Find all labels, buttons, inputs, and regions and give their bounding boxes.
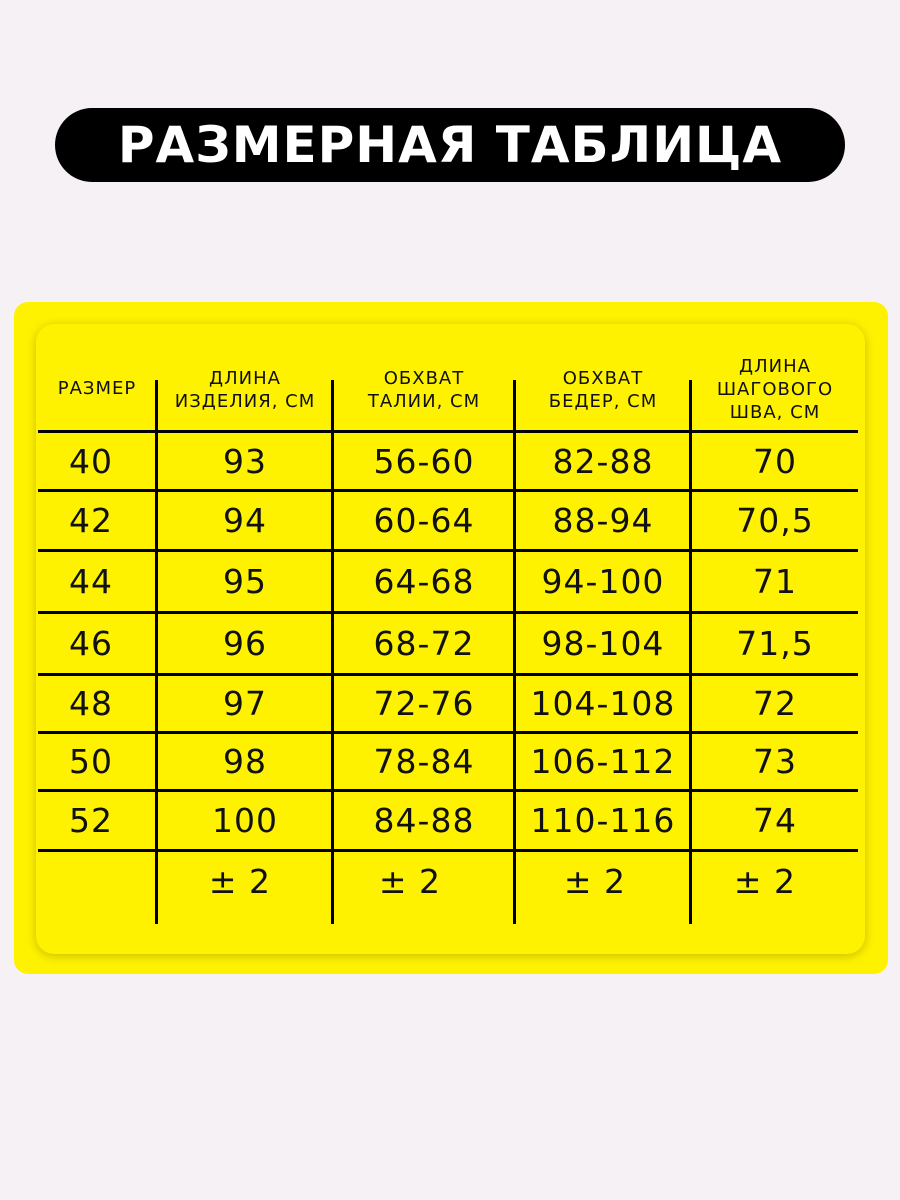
table-cell-size: 46 (69, 623, 113, 663)
header-product-length: ДЛИНА ИЗДЕЛИЯ, СМ (174, 368, 316, 412)
row-divider (38, 673, 858, 676)
tolerance-cell-hips: ± 2 (563, 861, 627, 901)
title-banner (55, 108, 845, 182)
row-divider (38, 430, 858, 433)
table-cell-hips: 82-88 (552, 441, 654, 481)
table-cell-size: 40 (69, 441, 113, 481)
table-cell-hips: 94-100 (541, 561, 665, 601)
table-cell-inseam: 71,5 (736, 623, 814, 663)
table-cell-hips: 88-94 (552, 500, 654, 540)
tolerance-cell-inseam: ± 2 (733, 861, 797, 901)
table-cell-waist: 56-60 (373, 441, 475, 481)
row-divider (38, 611, 858, 614)
table-cell-inseam: 73 (753, 741, 797, 781)
table-cell-length: 98 (223, 741, 267, 781)
header-size: РАЗМЕР (57, 377, 137, 399)
table-cell-waist: 78-84 (373, 741, 475, 781)
table-cell-hips: 110-116 (530, 800, 676, 840)
column-divider (689, 380, 692, 924)
table-cell-inseam: 71 (753, 561, 797, 601)
column-divider (513, 380, 516, 924)
column-divider (155, 380, 158, 924)
tolerance-cell-length: ± 2 (208, 861, 272, 901)
table-cell-waist: 64-68 (373, 561, 475, 601)
row-divider (38, 549, 858, 552)
table-cell-length: 94 (223, 500, 267, 540)
table-cell-inseam: 70 (753, 441, 797, 481)
table-cell-size: 48 (69, 683, 113, 723)
table-cell-inseam: 74 (753, 800, 797, 840)
table-cell-inseam: 72 (753, 683, 797, 723)
table-cell-waist: 68-72 (373, 623, 475, 663)
row-divider (38, 489, 858, 492)
table-cell-inseam: 70,5 (736, 500, 814, 540)
table-cell-waist: 60-64 (373, 500, 475, 540)
table-cell-hips: 104-108 (530, 683, 676, 723)
table-cell-size: 52 (69, 800, 113, 840)
table-cell-size: 44 (69, 561, 113, 601)
table-cell-hips: 106-112 (530, 741, 676, 781)
table-cell-length: 97 (223, 683, 267, 723)
row-divider (38, 849, 858, 852)
tolerance-cell-waist: ± 2 (378, 861, 442, 901)
table-cell-length: 95 (223, 561, 267, 601)
header-hips: ОБХВАТ БЕДЕР, СМ (548, 368, 658, 412)
row-divider (38, 789, 858, 792)
row-divider (38, 731, 858, 734)
table-cell-length: 96 (223, 623, 267, 663)
table-cell-size: 50 (69, 741, 113, 781)
table-cell-hips: 98-104 (541, 623, 665, 663)
header-inseam: ДЛИНА ШАГОВОГО ШВА, СМ (716, 355, 834, 423)
table-cell-length: 93 (223, 441, 267, 481)
table-cell-waist: 72-76 (373, 683, 475, 723)
table-cell-size: 42 (69, 500, 113, 540)
tolerance-cell-size (38, 852, 144, 910)
column-divider (331, 380, 334, 924)
header-waist: ОБХВАТ ТАЛИИ, СМ (367, 368, 481, 412)
table-cell-waist: 84-88 (373, 800, 475, 840)
table-cell-length: 100 (212, 800, 278, 840)
page-title: РАЗМЕРНАЯ ТАБЛИЦА (117, 116, 783, 174)
